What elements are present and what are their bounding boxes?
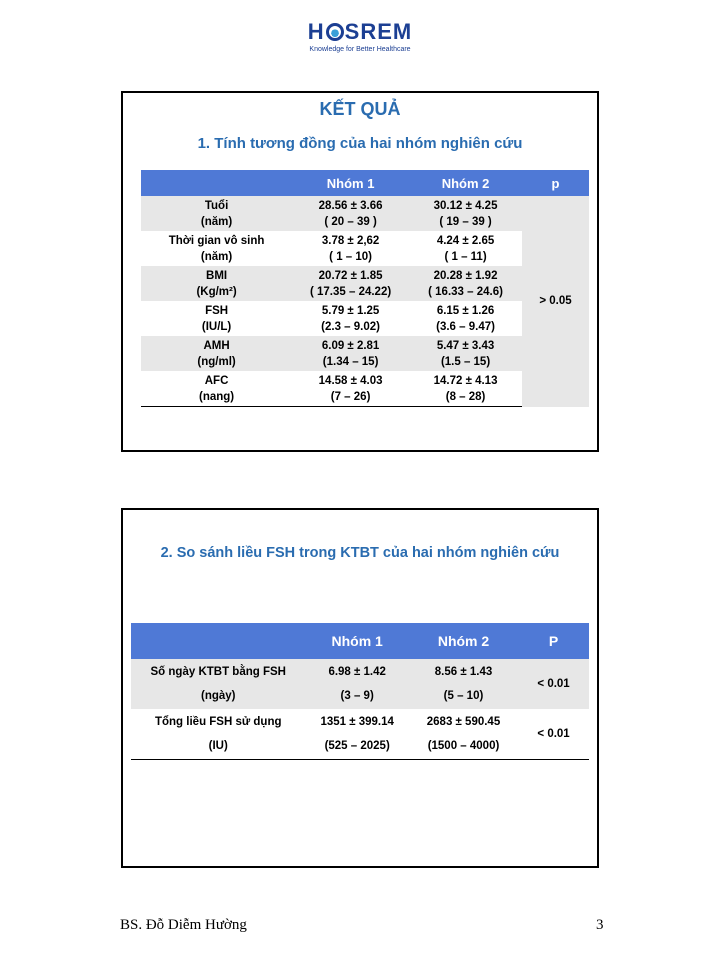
header-p: P [518, 623, 589, 659]
footer-author: BS. Đỗ Diễm Hường [120, 917, 247, 933]
table-row [131, 659, 589, 709]
header-group2: Nhóm 2 [409, 623, 518, 659]
slide-subtitle: 1. Tính tương đồng của hai nhóm nghiên cứu [197, 135, 523, 152]
group2-value: 30.12 ± 4.25 ( 19 – 39 ) [409, 196, 522, 231]
logo-globe-icon [326, 23, 344, 41]
header-p: p [522, 170, 589, 196]
p-value: > 0.05 [522, 196, 589, 407]
slide-subtitle: 2. So sánh liều FSH trong KTBT của hai nhóm nghiên cứu [160, 545, 560, 561]
row-label: AMH (ng/ml) [141, 336, 292, 371]
hosrem-logo [300, 20, 420, 60]
group2-value: 14.72 ± 4.13 (8 – 28) [409, 371, 522, 407]
header-group1: Nhóm 1 [292, 170, 409, 196]
table-header-row [131, 623, 589, 659]
row-label: Tuổi (năm) [141, 196, 292, 231]
logo-letter-h: H [307, 19, 325, 44]
table-row [141, 301, 589, 336]
group2-value: 4.24 ± 2.65 ( 1 – 11) [436, 234, 495, 263]
row-label: FSH (IU/L) [201, 304, 232, 333]
row-label: AFC (nang) [141, 371, 292, 407]
table-row [141, 371, 589, 407]
slide-title: KẾT QUẢ [319, 99, 401, 119]
row-label: Số ngày KTBT bằng FSH (ngày) [131, 659, 305, 709]
row-label: Thời gian vô sinh (năm) [168, 234, 265, 263]
group1-value: 20.72 ± 1.85 ( 17.35 – 24.22) [292, 266, 409, 301]
similarity-table [141, 170, 589, 407]
table-row [141, 231, 589, 266]
header-empty [131, 623, 305, 659]
group1-value: 6.98 ± 1.42 (3 – 9) [305, 659, 408, 709]
group2-value: 6.15 ± 1.26 (3.6 – 9.47) [436, 304, 495, 333]
header-group2: Nhóm 2 [409, 170, 522, 196]
row-label: Tổng liều FSH sử dụng (IU) [131, 709, 305, 760]
fsh-dose-table [131, 623, 589, 760]
group2-value: 5.47 ± 3.43 (1.5 – 15) [409, 336, 522, 371]
group1-value: 5.79 ± 1.25 (2.3 – 9.02) [321, 304, 380, 333]
group1-value: 1351 ± 399.14 (525 – 2025) [305, 709, 408, 760]
table-row [131, 709, 589, 760]
header-group1: Nhóm 1 [305, 623, 408, 659]
group1-value: 3.78 ± 2,62 ( 1 – 10) [321, 234, 380, 263]
table-row [141, 336, 589, 371]
table-row [141, 196, 589, 231]
table-header-row [141, 170, 589, 196]
group2-value: 8.56 ± 1.43 (5 – 10) [409, 659, 518, 709]
logo-tagline: Knowledge for Better Healthcare [309, 46, 411, 53]
slide-fsh-dose-comparison [121, 508, 599, 868]
group2-value: 2683 ± 590.45 (1500 – 4000) [409, 709, 518, 760]
group2-value: 20.28 ± 1.92 ( 16.33 – 24.6) [409, 266, 522, 301]
logo-letters: SREM [344, 19, 413, 44]
header-empty [141, 170, 292, 196]
group1-value: 28.56 ± 3.66 ( 20 – 39 ) [292, 196, 409, 231]
group1-value: 14.58 ± 4.03 (7 – 26) [292, 371, 409, 407]
table-row [141, 266, 589, 301]
logo-wordmark [300, 20, 420, 44]
slide-results-similarity [121, 91, 599, 452]
p-value: < 0.01 [518, 709, 589, 760]
p-value: < 0.01 [518, 659, 589, 709]
group1-value: 6.09 ± 2.81 (1.34 – 15) [292, 336, 409, 371]
row-label: BMI (Kg/m²) [141, 266, 292, 301]
page-number: 3 [596, 917, 604, 933]
